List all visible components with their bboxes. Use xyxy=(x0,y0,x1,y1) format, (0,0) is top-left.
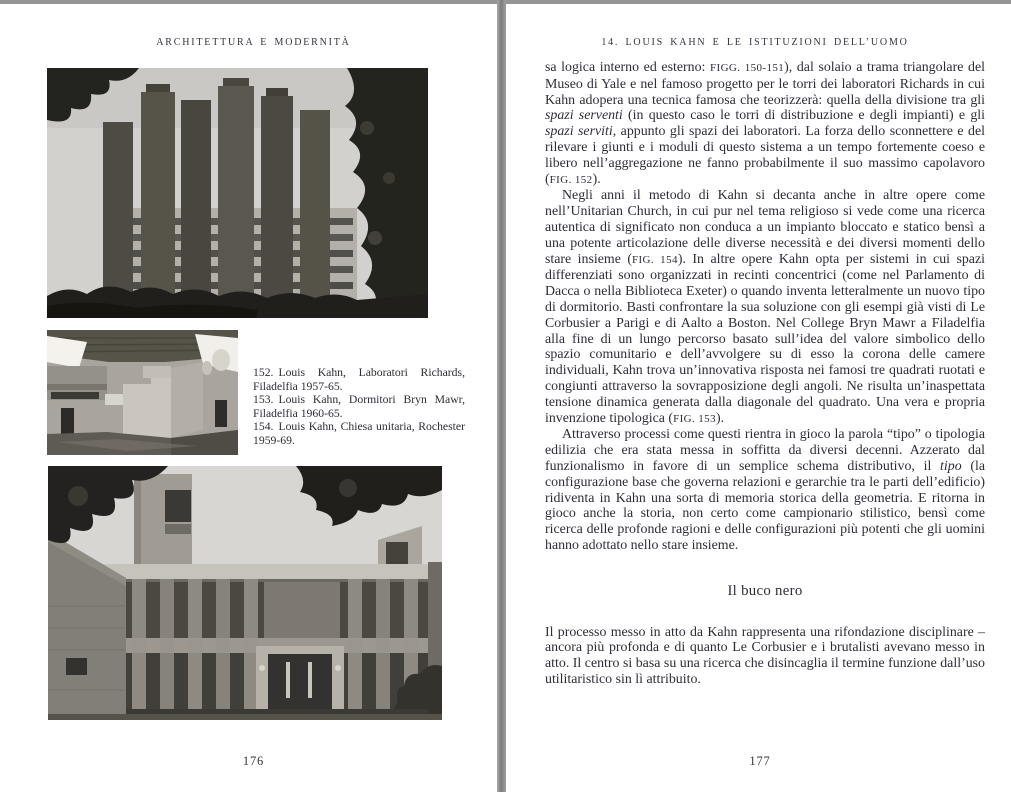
figure-captions xyxy=(253,366,465,448)
photo-bryn-mawr-dormitory-interior xyxy=(47,330,238,455)
unitarian-church-illustration xyxy=(48,466,442,720)
paragraph-1: sa logica interno ed esterno: FIGG. 150-151), dal solaio a trama triangolare del Museo di Yale e nel famoso progetto per le torri dei laboratori Richards in cui Kahn adopera una tecnica famosa che teorizzerà: quella della divisione tra gli spazi serventi (in questo caso le torri di distribuzione e degli impianti) e gli spazi serviti, appunto gli spazi dei laboratori. La forza dello sconnettere e del rilevare i giunti e i moduli di questo sistema a un tempo fortemente coeso e libero nell’aggregazione ne fanno probabilmente il suo massimo capolavoro (FIG. 152). xyxy=(545,60,985,187)
right-page-number: 177 xyxy=(749,754,771,768)
section-heading: Il buco nero xyxy=(727,582,803,599)
caption-number: 152. xyxy=(253,366,274,379)
left-running-header: ARCHITETTURA E MODERNITÀ xyxy=(156,37,351,48)
paragraph-2: Negli anni il metodo di Kahn si decanta anche in altre opere come nell’Unitarian Church, in cui pur nel tema religioso si vede come una ricerca autentica di significato non conduca a un impianto bloccato e statico bensì a una potente articolazione delle diverse necessità e dei diversi momenti dello stare insieme (FIG. 154). In altre opere Kahn opta per sistemi in cui spazi differenziati sono organizzati in recinti concentrici (come nel Parlamento di Dacca o nella Biblioteca Exeter) o quando inventa letteralmente un nuovo tipo di dormitorio. Basti confrontare la sua soluzione con gli esempi già visti di Le Corbusier a Parigi e di Aalto a Boston. Nel College Bryn Mawr a Filadelfia alla fine di un lungo percorso basato sull’idea del valore simbolico dello spazio comunitario e dell’avvolgere su di esso la corona delle camere individuali, Kahn trova un’innovativa risposta nei famosi tre quadrati ruotati e congiunti attraverso la sovrapposizione degli angoli. Ne risulta un’inaspettata tensione dinamica generata dalla diagonale del quadrato. Una vera e propria invenzione tipologica (FIG. 153). xyxy=(545,188,985,426)
left-page-number: 176 xyxy=(242,754,265,768)
figure-caption-154 xyxy=(253,420,465,447)
dormitory-interior-illustration xyxy=(47,330,238,455)
richards-laboratories-illustration xyxy=(47,68,428,318)
photo-richards-laboratories xyxy=(47,68,428,318)
caption-number: 154. xyxy=(253,420,274,434)
body-text xyxy=(545,60,985,688)
caption-text: Louis Kahn, Dormitori Bryn Mawr, Filadelfia 1960-65. xyxy=(253,393,465,420)
caption-text: Louis Kahn, Laboratori Richards, Filadelfia 1957-65. xyxy=(253,366,465,393)
page-gutter-divider xyxy=(497,0,506,792)
caption-number: 153. xyxy=(253,393,274,407)
paragraph-4: Il processo messo in atto da Kahn rappresenta una rifondazione disciplinare – ancora più profonda e di quanto Le Corbusier e i brutalisti avevano messo in atto. Il centro si basa su una ricerca che disincaglia il termine funzione dall’uso utilitaristico sin lì attribuito. xyxy=(545,624,985,687)
figure-caption-153 xyxy=(253,393,465,420)
paragraph-3: Attraverso processi come questi rientra in gioco la parola “tipo” o tipologia edilizia che era stata messa in soffitta da diversi decenni. Azzerato dal funzionalismo in favore di un semplice schema distributivo, il tipo (la configurazione base che governa relazioni e gerarchie tra le parti dell’edificio) ridiventa in Kahn una sorta di memoria storica della geometria. E ritorna in gioco anche la storia, non certo come campionario stilistico, bensì come ricerca delle profonde ragioni e delle configurazioni più potenti che gli uomini hanno adottato nello stare insieme. xyxy=(545,427,986,553)
photo-unitarian-church-rochester xyxy=(48,466,442,720)
figure-caption-152 xyxy=(253,366,465,393)
caption-text: Louis Kahn, Chiesa unitaria, Rochester 1959-69. xyxy=(253,420,465,447)
right-running-header: 14. LOUIS KAHN E LE ISTITUZIONI DELL’UOMO xyxy=(601,37,909,48)
